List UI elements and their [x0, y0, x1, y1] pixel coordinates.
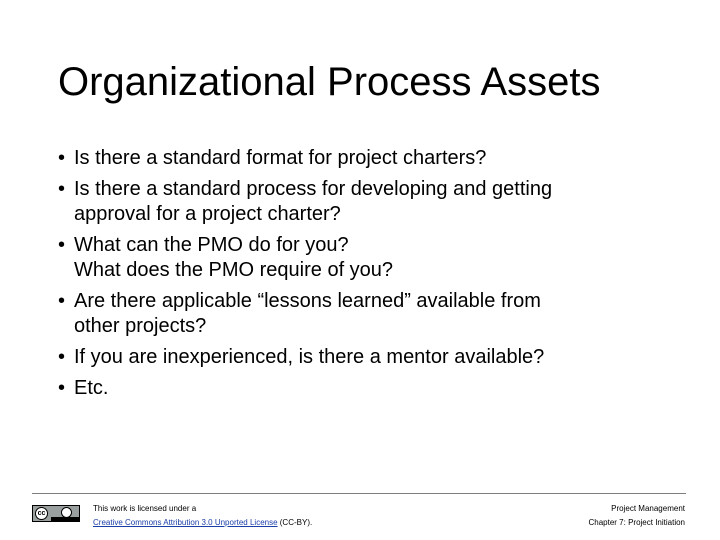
bullet-dot: • — [58, 147, 66, 169]
bullet-text-continuation: other projects? — [74, 315, 207, 337]
license-prefix: This work is licensed under a — [93, 504, 197, 513]
bullet-text: If you are inexperienced, is there a mentor available? — [74, 346, 545, 368]
course-title: Project Management — [611, 504, 685, 513]
license-line — [93, 516, 413, 530]
license-notice — [93, 502, 413, 530]
bullet-text: What can the PMO do for you? — [74, 234, 349, 256]
bullet-item — [58, 177, 698, 227]
license-link[interactable]: Creative Commons Attribution 3.0 Unported License — [93, 518, 278, 527]
badge-strip — [51, 517, 79, 521]
slide-title: Organizational Process Assets — [58, 60, 601, 104]
bullet-dot: • — [58, 290, 66, 312]
chapter-title: Chapter 7: Project Initiation — [588, 518, 685, 527]
bullet-text-continuation: What does the PMO require of you? — [74, 259, 394, 281]
bullet-text-continuation: approval for a project charter? — [74, 203, 341, 225]
bullet-item — [58, 376, 698, 401]
bullet-dot: • — [58, 178, 66, 200]
cc-icon: cc — [35, 507, 48, 520]
bullet-dot: • — [58, 346, 66, 368]
bullet-item — [58, 289, 698, 339]
bullet-list — [58, 146, 698, 407]
license-suffix: (CC-BY). — [277, 518, 313, 527]
footer-divider — [32, 493, 686, 494]
course-info — [485, 502, 685, 530]
bullet-item — [58, 233, 698, 283]
bullet-item — [58, 146, 698, 171]
bullet-text: Etc. — [74, 377, 109, 399]
bullet-text: Is there a standard process for developing and getting — [74, 178, 553, 200]
bullet-dot: • — [58, 234, 66, 256]
bullet-dot: • — [58, 377, 66, 399]
cc-by-icon[interactable] — [32, 505, 80, 522]
bullet-text: Are there applicable “lessons learned” available from — [74, 290, 541, 312]
bullet-item — [58, 345, 698, 370]
bullet-text: Is there a standard format for project charters? — [74, 147, 487, 169]
